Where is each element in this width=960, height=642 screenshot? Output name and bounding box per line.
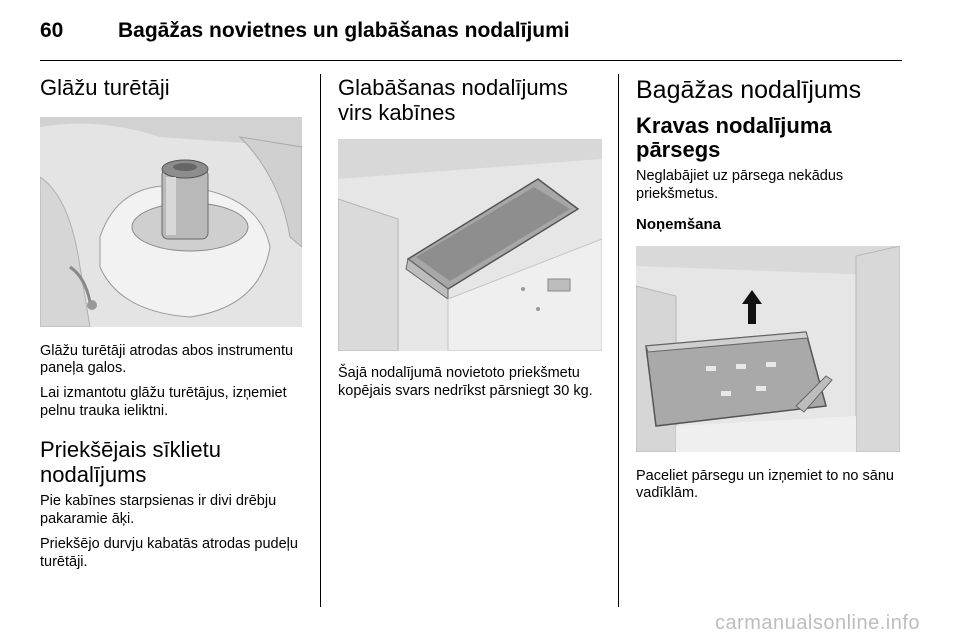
load-cover-text: Neglabājiet uz pārsega nekādus priekšmetus.: [636, 168, 844, 202]
luggage-compartment-heading: Bagāžas nodalījums: [636, 76, 862, 104]
cupholders-heading: Glāžu turētāji: [40, 75, 170, 100]
cupholders-caption-2: Lai izmantotu glāžu turētājus, izņemiet pelnu trauka ieliktni.: [40, 385, 287, 419]
page-title: Bagāžas novietnes un glabāšanas nodalījumi: [118, 19, 570, 42]
cupholders-caption-1: Glāžu turētāji atrodas abos instrumentu paneļa galos.: [40, 342, 294, 377]
page-number: 60: [40, 19, 64, 42]
column-divider-1: [320, 74, 321, 607]
load-cover-illustration: [636, 246, 900, 452]
page-header: [0, 0, 960, 64]
front-storage-text-1: Pie kabīnes starpsienas ir divi drēbju pakaramie āķi.: [40, 493, 277, 527]
front-storage-heading: Priekšējais sīklietu nodalījums: [40, 437, 221, 487]
front-storage-text-2: Priekšējo durvju kabatās atrodas pudeļu turētāji.: [40, 536, 298, 570]
column-right: [636, 74, 906, 503]
column-middle: [338, 74, 608, 400]
overhead-storage-heading: Glabāšanas nodalījums virs kabīnes: [338, 75, 568, 125]
header-rule: [40, 60, 902, 61]
load-cover-heading: Kravas nodalījuma pārsegs: [636, 113, 832, 163]
cupholder-illustration: [40, 117, 302, 327]
column-divider-2: [618, 74, 619, 607]
overhead-storage-illustration: [338, 139, 602, 351]
removal-heading: Noņemšana: [636, 216, 722, 234]
removal-caption: Paceliet pārsegu un izņemiet to no sānu vadīklām.: [636, 467, 894, 502]
watermark: carmanualsonline.info: [714, 612, 920, 634]
column-left: [40, 74, 305, 571]
overhead-storage-text: Šajā nodalījumā novietoto priekšmetu kopējais svars nedrīkst pārsniegt 30 kg.: [338, 365, 593, 399]
